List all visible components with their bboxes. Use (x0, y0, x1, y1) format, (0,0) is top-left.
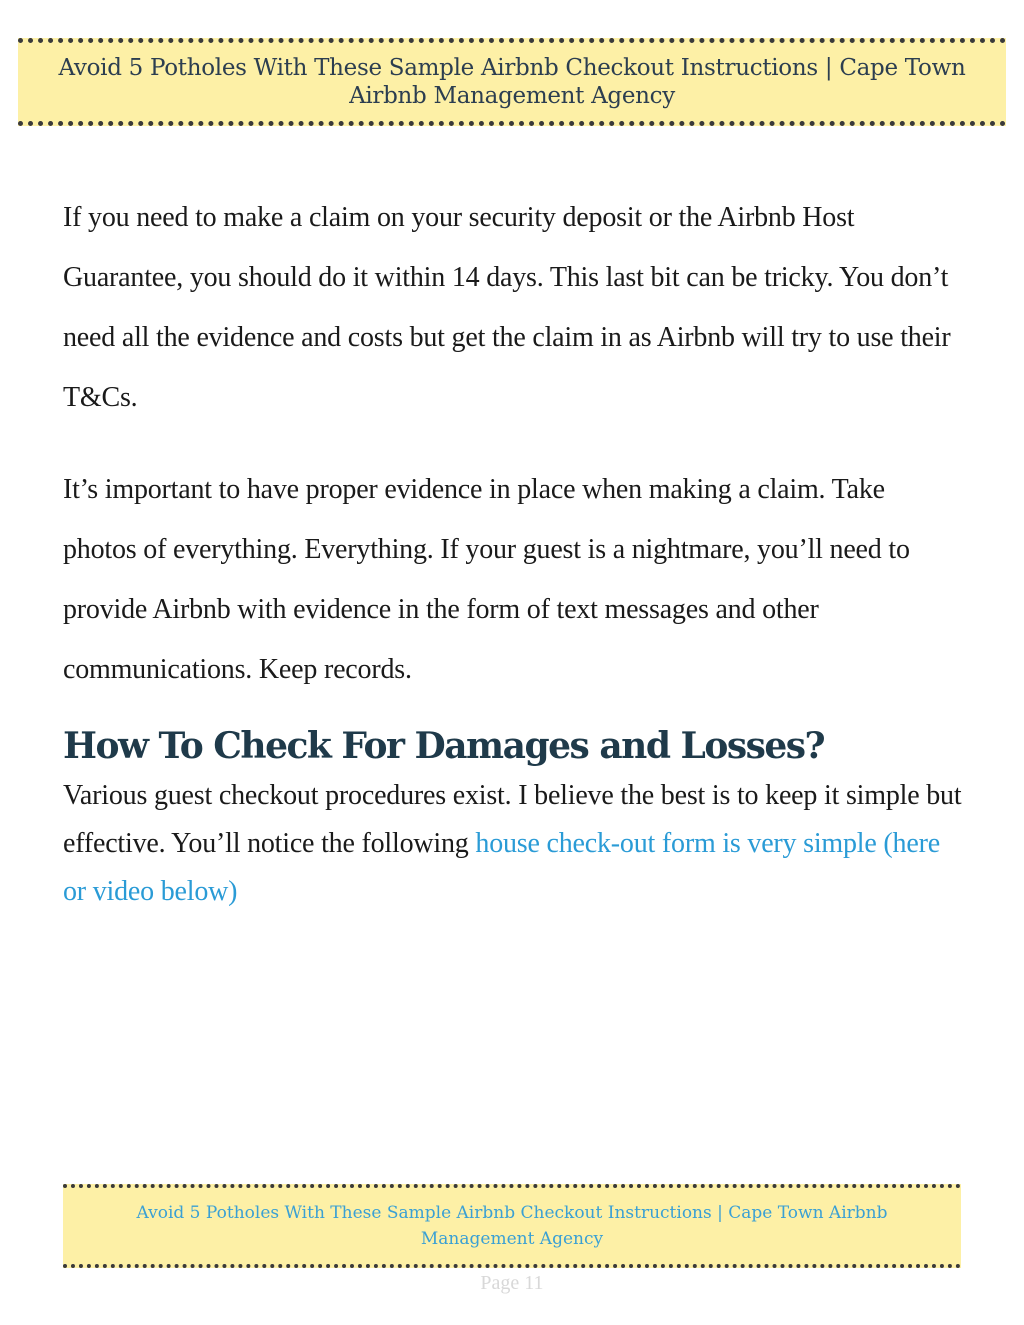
page-number: Page 11 (480, 1272, 544, 1294)
footer-banner (63, 1184, 961, 1268)
header-banner (18, 38, 1006, 126)
body-paragraph-3 (63, 772, 963, 916)
body-paragraph-2: It’s important to have proper evidence in place when making a claim. Take photos of everything. Everything. If your guest is a nightmare, you’ll need to provide Airbnb with evidence in the form of text messages and other communications. Keep records. (63, 474, 910, 685)
footer-title: Avoid 5 Potholes With These Sample Airbnb Checkout Instructions | Cape Town Airbnb Management Agency (136, 1203, 888, 1249)
body-paragraph-3-text: Various guest checkout procedures exist. I believe the best is to keep it simple but effective. You’ll notice the following (63, 780, 962, 859)
house-checkout-form-link[interactable]: house check-out form is very simple (here or video below) (63, 828, 940, 907)
header-title: Avoid 5 Potholes With These Sample Airbnb Checkout Instructions | Cape Town Airbnb Management Agency (58, 55, 966, 109)
main-content (63, 188, 963, 916)
body-paragraph-1: If you need to make a claim on your security deposit or the Airbnb Host Guarantee, you should do it within 14 days. This last bit can be tricky. You don’t need all the evidence and costs but get the claim in as Airbnb will try to use their T&Cs. (63, 202, 951, 413)
section-heading: How To Check For Damages and Losses? (63, 725, 825, 767)
